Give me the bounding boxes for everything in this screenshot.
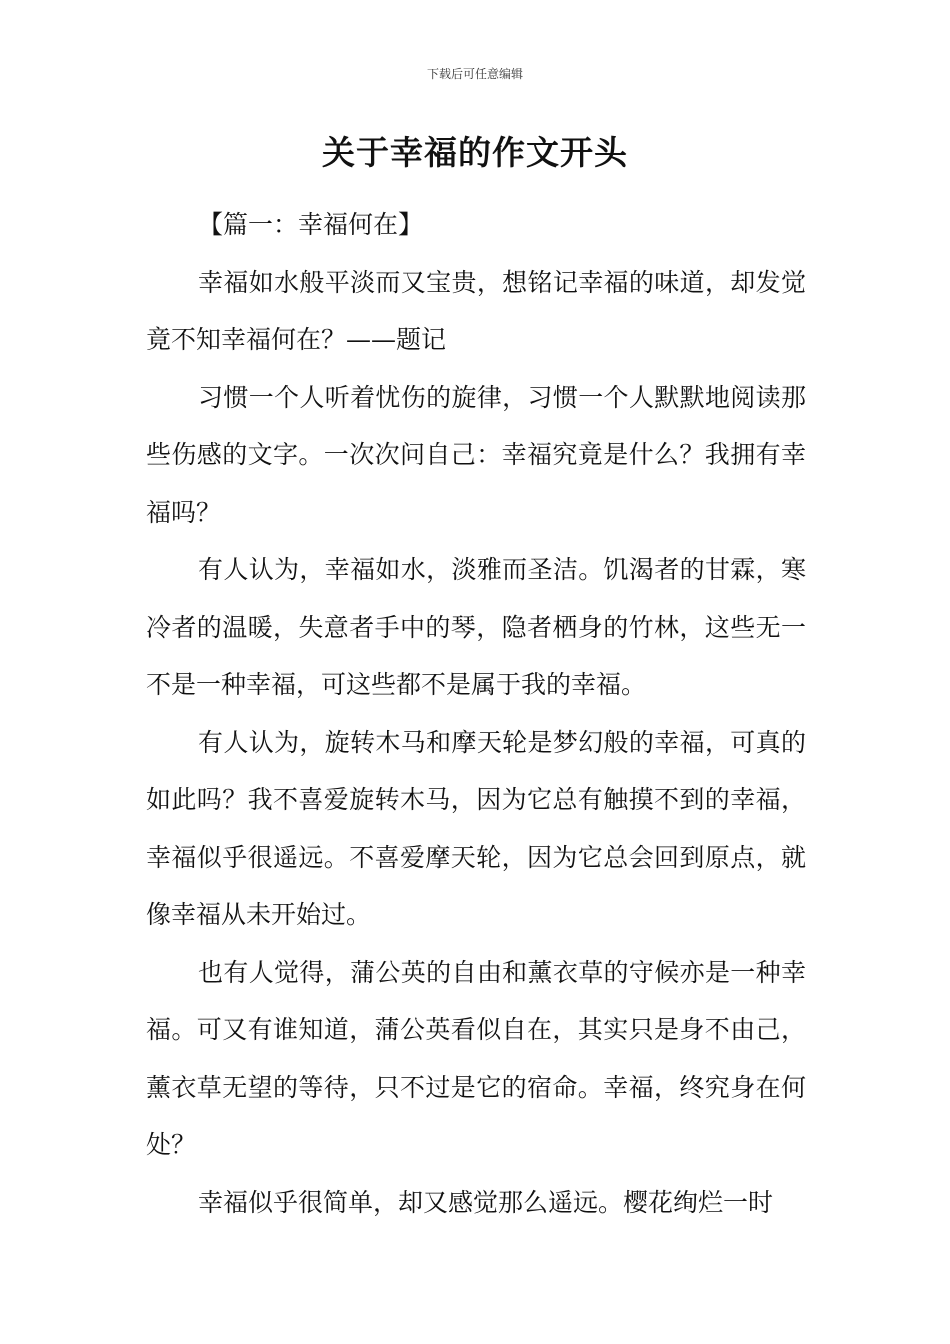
section-heading: 【篇一：幸福何在】 <box>198 210 424 239</box>
paragraph: 幸福如水般平淡而又宝贵，想铭记幸福的味道，却发觉竟不知幸福何在？——题记 <box>146 267 806 354</box>
paragraph: 有人认为，幸福如水，淡雅而圣洁。饥渴者的甘霖，寒冷者的温暖，失意者手中的琴，隐者栖身的竹林，这些无一不是一种幸福，可这些都不是属于我的幸福。 <box>146 555 806 699</box>
paragraph: 幸福似乎很简单，却又感觉那么遥远。樱花绚烂一时 <box>198 1187 774 1217</box>
paragraph: 有人认为，旋转木马和摩天轮是梦幻般的幸福，可真的如此吗？我不喜爱旋转木马，因为它总有触摸不到的幸福，幸福似乎很遥远。不喜爱摩天轮，因为它总会回到原点，就像幸福从未开始过。 <box>146 727 806 929</box>
document-title: 关于幸福的作文开头 <box>322 133 628 172</box>
document-body <box>146 196 806 1231</box>
paragraph: 习惯一个人听着忧伤的旋律，习惯一个人默默地阅读那些伤感的文字。一次次问自己：幸福究竟是什么？我拥有幸福吗？ <box>146 382 806 527</box>
header-note: 下载后可任意编辑 <box>426 67 523 81</box>
paragraph: 也有人觉得，蒲公英的自由和薰衣草的守候亦是一种幸福。可又有谁知道，蒲公英看似自在，其实只是身不由己，薰衣草无望的等待，只不过是它的宿命。幸福，终究身在何处？ <box>146 957 806 1159</box>
